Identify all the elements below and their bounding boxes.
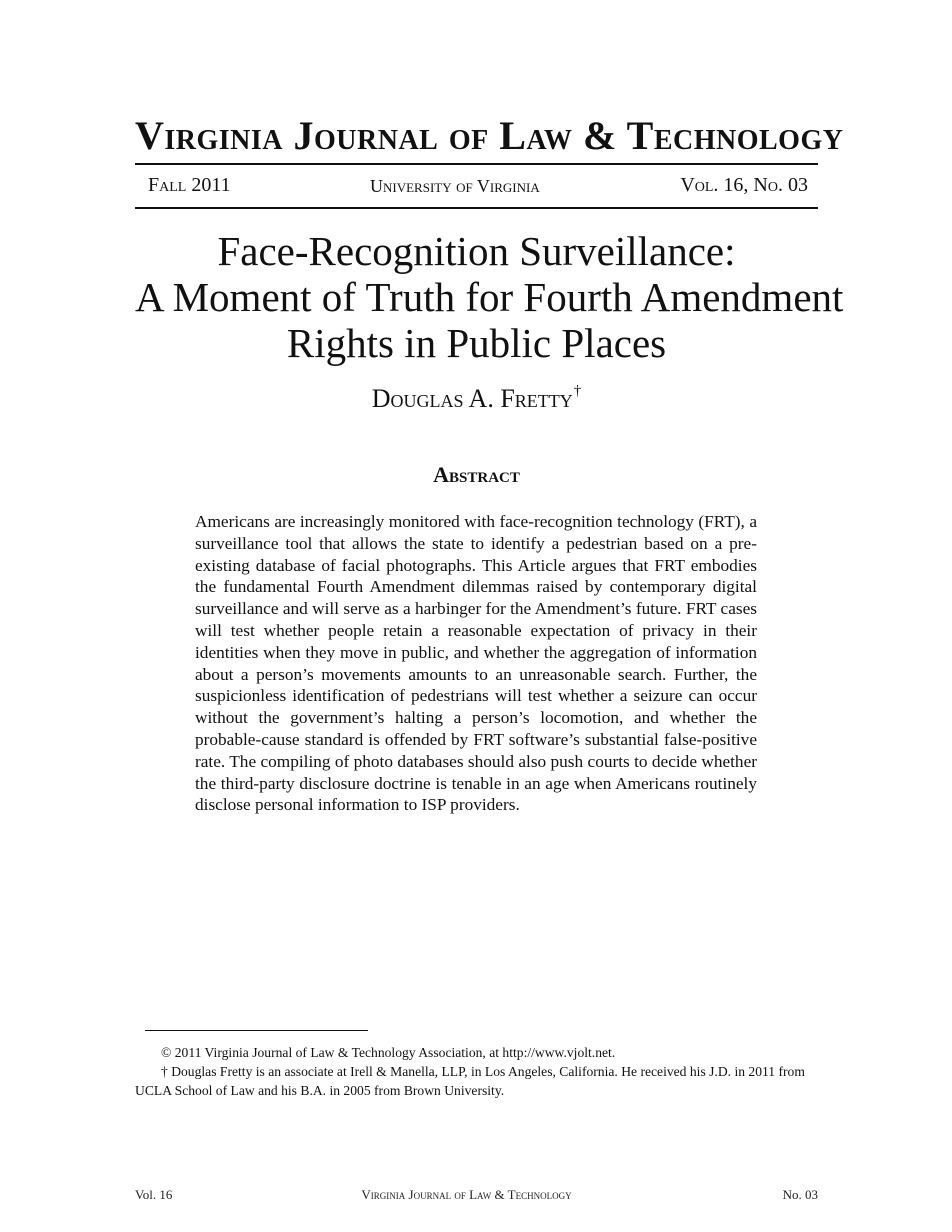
journal-masthead-title: Virginia Journal of Law & Technology [135, 113, 844, 158]
issue-info-bar [148, 174, 808, 200]
issue-university: University of Virginia [370, 176, 540, 196]
article-title-line-3: Rights in Public Places [286, 320, 667, 366]
footnote-author-bio: † Douglas Fretty is an associate at Irell & Manella, LLP, in Los Angeles, California. He received his J.D. in 2011 from UCLA School of Law and his B.A. in 2005 from Brown University. [135, 1064, 805, 1098]
author-name: Douglas A. Fretty [371, 384, 573, 413]
abstract-heading: Abstract [433, 462, 520, 487]
footnotes [135, 1043, 818, 1100]
footnote-copyright: © 2011 Virginia Journal of Law & Technology Association, at http://www.vjolt.net. [161, 1045, 616, 1060]
article-title-line-2: A Moment of Truth for Fourth Amendment [135, 274, 844, 320]
article-title-line-1: Face-Recognition Surveillance: [217, 228, 736, 274]
abstract-text: Americans are increasingly monitored with face-recognition technology (FRT), a surveillance tool that allows the state to identify a pedestrian based on a pre-existing database of facial photographs. This Article argues that FRT embodies the fundamental Fourth Amendment dilemmas raised by contemporary digital surveillance and will serve as a harbinger for the Amendment’s future. FRT cases will test whether people retain a reasonable expectation of privacy in their identities when they move in public, and whether the aggregation of information about a person’s movements amounts to an unreasonable search. Further, the suspicionless identification of pedestrians will test whether a seizure can occur without the government’s halting a person’s locomotion, and whether the probable-cause standard is offended by FRT software’s substantial false-positive rate. The compiling of photo databases should also push courts to decide whether the third-party disclosure doctrine is tenable in an age when Americans routinely disclose personal information to ISP providers. [195, 512, 757, 815]
page-footer [135, 1187, 818, 1207]
masthead-bottom-rule [135, 207, 818, 209]
footer-journal-name: Virginia Journal of Law & Technology [361, 1187, 572, 1202]
article-author [135, 383, 818, 414]
issue-volume-number: Vol. 16, No. 03 [680, 174, 808, 196]
footnote-divider [145, 1030, 368, 1031]
masthead-top-rule [135, 163, 818, 165]
author-footnote-mark: † [573, 383, 582, 399]
footer-issue-number: No. 03 [782, 1187, 818, 1202]
article-title [135, 228, 844, 366]
issue-season: Fall 2011 [148, 174, 231, 196]
footer-volume: Vol. 16 [135, 1187, 173, 1202]
